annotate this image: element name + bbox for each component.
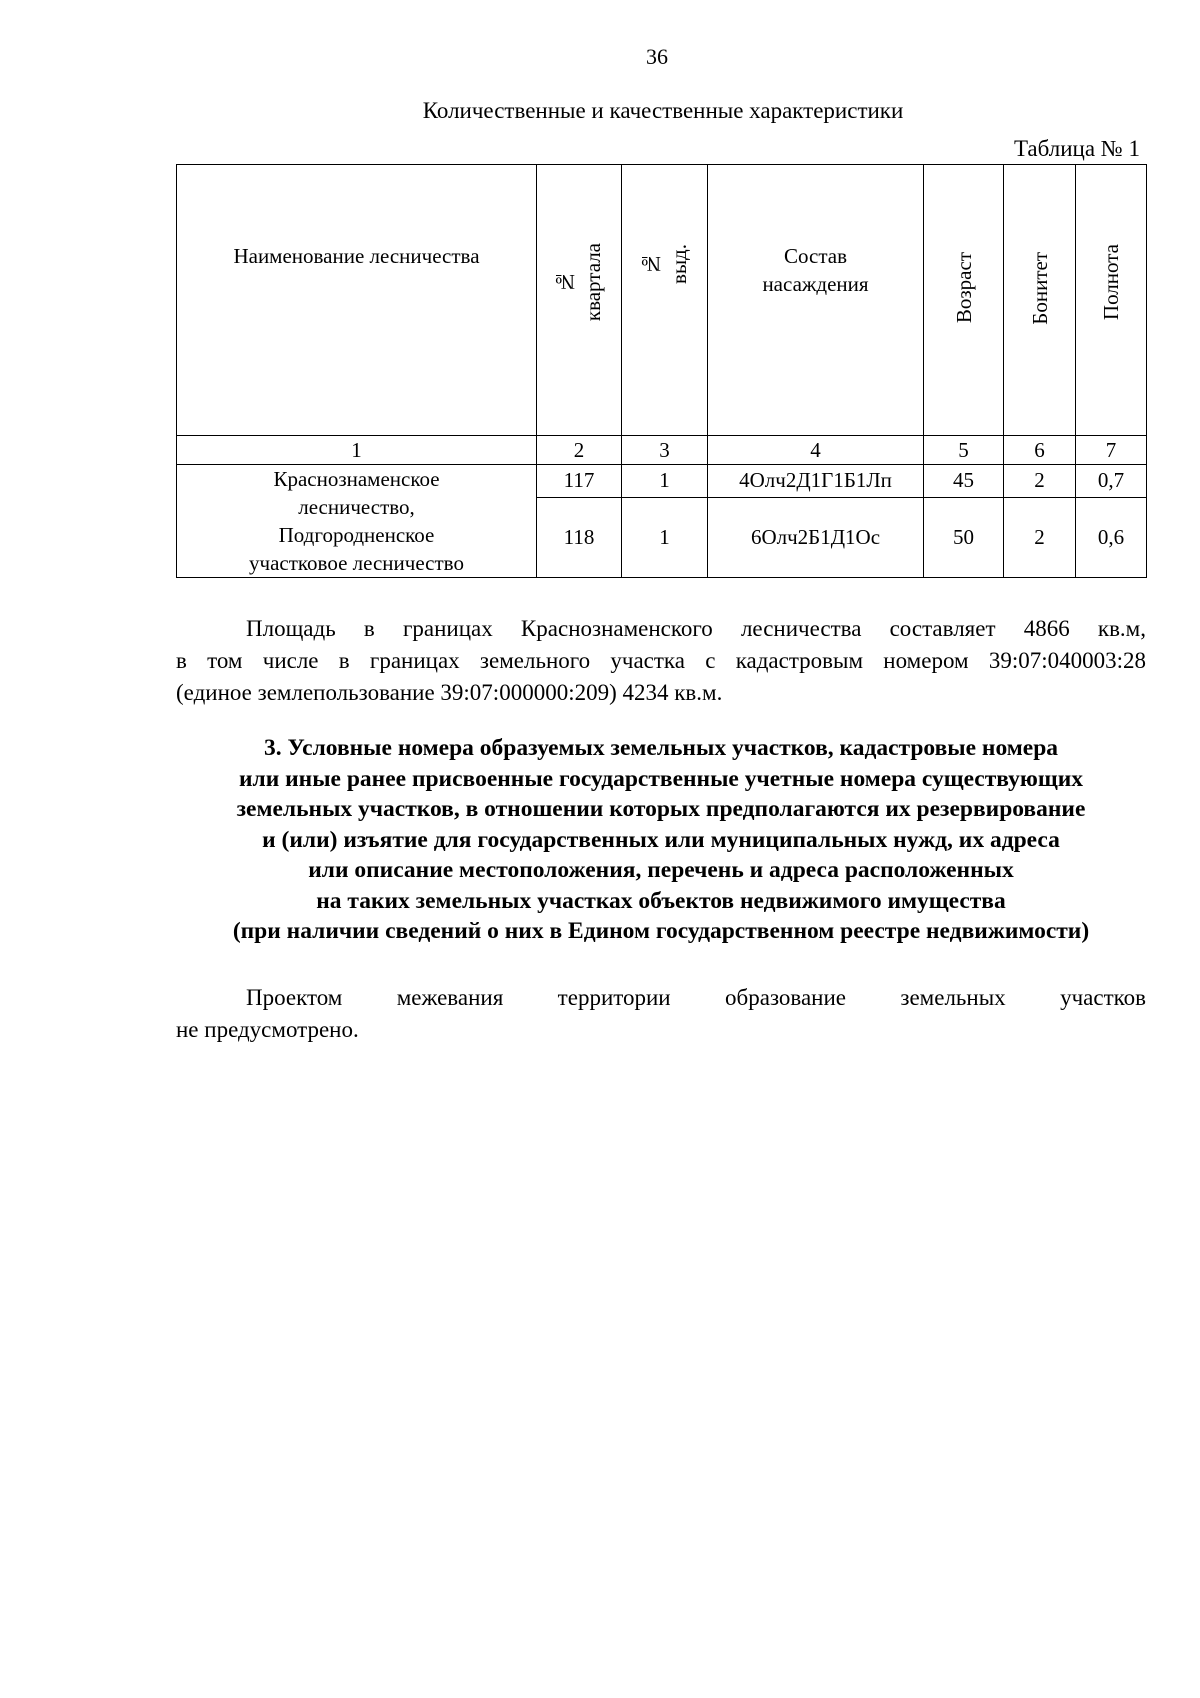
header-polnota-text: Полнота	[1099, 243, 1123, 321]
bonitet-cell: 2	[1004, 465, 1076, 498]
table-number: Таблица № 1	[1013, 136, 1140, 161]
header-kvartal	[537, 165, 622, 436]
section-heading-line: 3. Условные номера образуемых земельных участков, кадастровые номера	[263, 735, 1059, 761]
area-paragraph-line-1-text: Площадь в границах Краснознаменского лесничества составляет 4866 кв.м,	[246, 616, 1146, 641]
header-vozrast	[924, 165, 1004, 436]
vozrast-cell: 45	[924, 465, 1004, 498]
column-number: 6	[1004, 436, 1076, 465]
header-bonitet-text: Бонитет	[1027, 251, 1052, 325]
column-number: 3	[622, 436, 708, 465]
area-paragraph-line-2: в том числе в границах земельного участка с кадастровым номером 39:07:040003:28	[176, 648, 1146, 673]
polnota-cell: 0,7	[1076, 465, 1147, 498]
forestry-name-line: участковое лесничество	[249, 551, 464, 575]
sostav-cell: 4Олч2Д1Г1Б1Лп	[708, 465, 924, 498]
forestry-name-line: Краснознаменское	[273, 467, 440, 491]
bonitet-cell: 2	[1004, 498, 1076, 578]
header-vozrast-text: Возраст	[951, 252, 976, 324]
column-number: 7	[1076, 436, 1147, 465]
header-kvartal-line-2: квартала	[581, 242, 605, 322]
column-number: 5	[924, 436, 1004, 465]
sostav-cell: 6Олч2Б1Д1Ос	[708, 498, 924, 578]
forestry-name-line: лесничество,	[298, 495, 415, 519]
column-number: 1	[177, 436, 537, 465]
section-heading-line: земельных участков, в отношении которых предполагаются их резервирование	[236, 796, 1086, 822]
section-heading	[176, 733, 1146, 947]
section-heading-line: и (или) изъятие для государственных или муниципальных нужд, их адреса	[262, 826, 1060, 853]
vydel-cell: 1	[622, 498, 708, 578]
column-number: 4	[708, 436, 924, 465]
section-heading-line: или иные ранее присвоенные государственные учетные номера существующих	[238, 765, 1084, 792]
table-row	[177, 465, 1147, 498]
area-paragraph-line-3: (единое землепользование 39:07:000000:209) 4234 кв.м.	[176, 680, 723, 705]
section-heading-line: или описание местоположения, перечень и адреса расположенных	[308, 857, 1014, 883]
vydel-cell: 1	[622, 465, 708, 498]
kvartal-cell: 117	[537, 465, 622, 498]
project-paragraph-line-2: не предусмотрено.	[176, 1017, 359, 1042]
header-forestry-name-text: Наименование лесничества	[233, 244, 480, 268]
forestry-name-line: Подгородненское	[278, 523, 435, 547]
header-sostav-text	[708, 242, 923, 298]
area-paragraph-line-1	[176, 613, 1146, 645]
section-heading-line: на таких земельных участках объектов недвижимого имущества	[316, 887, 1006, 914]
vozrast-cell: 50	[924, 498, 1004, 578]
forestry-name-cell	[177, 465, 537, 578]
section-heading-line: (при наличии сведений о них в Едином государственном реестре недвижимости)	[232, 918, 1090, 944]
header-sostav-line-2: насаждения	[762, 272, 869, 296]
header-forestry-name	[177, 165, 537, 436]
page-number: 36	[646, 44, 668, 69]
project-paragraph-line-1	[176, 982, 1146, 1014]
table-header-row	[177, 165, 1147, 436]
polnota-cell: 0,6	[1076, 498, 1147, 578]
header-vydel-text	[637, 244, 693, 284]
header-vydel	[622, 165, 708, 436]
forest-characteristics-table	[176, 164, 1147, 578]
project-paragraph-line-1-text: Проектом межевания территории образование земельных участков	[246, 985, 1146, 1010]
header-sostav	[708, 165, 924, 436]
header-vydel-line-2: выд.	[666, 244, 691, 284]
area-paragraph	[176, 613, 1146, 709]
table-caption: Количественные и качественные характеристики	[422, 98, 904, 123]
header-bonitet	[1004, 165, 1076, 436]
header-kvartal-text	[551, 243, 607, 321]
header-kvartal-line-1: №	[553, 270, 577, 294]
project-paragraph	[176, 982, 1146, 1046]
header-sostav-line-1: Состав	[783, 244, 848, 268]
column-number: 2	[537, 436, 622, 465]
kvartal-cell: 118	[537, 498, 622, 578]
column-number-row	[177, 436, 1147, 465]
header-polnota	[1076, 165, 1147, 436]
header-vydel-line-1: №	[638, 252, 663, 276]
